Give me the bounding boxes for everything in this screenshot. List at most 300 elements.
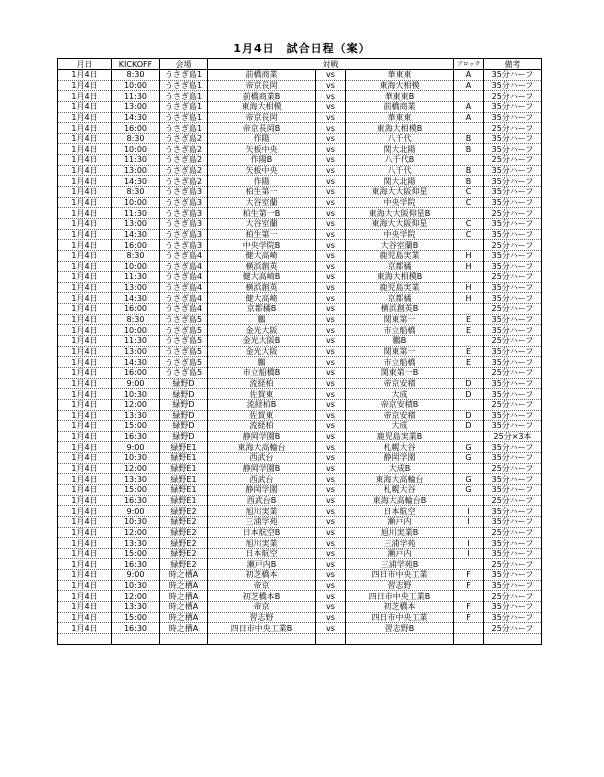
note-cell: 25分ハーフ (484, 495, 542, 506)
page-title: 1月4日 試合日程（案） (233, 42, 371, 55)
vs-cell: vs (316, 410, 346, 421)
date-cell: 1月4日 (58, 229, 112, 240)
table-body (58, 70, 542, 645)
block-cell (454, 431, 484, 442)
vs-cell: vs (316, 229, 346, 240)
home-team-cell: 鵬 (208, 314, 316, 325)
home-team-cell: 流経柏B (208, 399, 316, 410)
kickoff-cell (112, 633, 160, 644)
block-cell: I (454, 538, 484, 549)
away-team-cell: 四日市中央工業B (346, 591, 454, 602)
vs-cell: vs (316, 474, 346, 485)
block-cell: E (454, 346, 484, 357)
vs-cell: vs (316, 336, 346, 347)
vs-cell: vs (316, 272, 346, 283)
header-block: ブロック (454, 59, 484, 70)
table-row (58, 240, 542, 251)
vs-cell: vs (316, 484, 346, 495)
table-row (58, 378, 542, 389)
vs-cell: vs (316, 570, 346, 581)
away-team-cell: 中央学院 (346, 229, 454, 240)
vs-cell: vs (316, 123, 346, 134)
date-cell: 1月4日 (58, 389, 112, 400)
note-cell: 35分ハーフ (484, 378, 542, 389)
date-cell: 1月4日 (58, 527, 112, 538)
date-cell: 1月4日 (58, 410, 112, 421)
note-cell: 25分ハーフ (484, 559, 542, 570)
home-team-cell: 静岡学園B (208, 463, 316, 474)
vs-cell: vs (316, 346, 346, 357)
date-cell: 1月4日 (58, 559, 112, 570)
vs-cell: vs (316, 261, 346, 272)
kickoff-cell: 12:00 (112, 399, 160, 410)
table-row (58, 336, 542, 347)
note-cell: 25分ハーフ (484, 527, 542, 538)
away-team-cell: 市立船橋 (346, 325, 454, 336)
kickoff-cell: 13:00 (112, 282, 160, 293)
home-team-cell (208, 633, 316, 644)
away-team-cell: 日本航空 (346, 506, 454, 517)
venue-cell: 緑野D (160, 410, 208, 421)
kickoff-cell: 9:00 (112, 506, 160, 517)
home-team-cell: 健大高崎 (208, 250, 316, 261)
date-cell: 1月4日 (58, 240, 112, 251)
note-cell: 35分ハーフ (484, 389, 542, 400)
vs-cell: vs (316, 165, 346, 176)
date-cell: 1月4日 (58, 463, 112, 474)
table-row (58, 250, 542, 261)
block-cell: C (454, 197, 484, 208)
note-cell: 35分ハーフ (484, 314, 542, 325)
vs-cell: vs (316, 112, 346, 123)
venue-cell: うさぎ島5 (160, 346, 208, 357)
venue-cell: 緑野D (160, 399, 208, 410)
vs-cell: vs (316, 612, 346, 623)
vs-cell: vs (316, 240, 346, 251)
date-cell (58, 633, 112, 644)
block-cell: I (454, 548, 484, 559)
away-team-cell: 旭川実業B (346, 527, 454, 538)
kickoff-cell: 10:00 (112, 325, 160, 336)
date-cell: 1月4日 (58, 91, 112, 102)
home-team-cell: 金光大阪 (208, 325, 316, 336)
kickoff-cell: 16:30 (112, 623, 160, 634)
vs-cell: vs (316, 591, 346, 602)
venue-cell: うさぎ島5 (160, 367, 208, 378)
kickoff-cell: 12:00 (112, 591, 160, 602)
home-team-cell: 帝京 (208, 602, 316, 613)
vs-cell: vs (316, 506, 346, 517)
date-cell: 1月4日 (58, 165, 112, 176)
venue-cell: 緑野E1 (160, 474, 208, 485)
venue-cell: うさぎ島4 (160, 261, 208, 272)
away-team-cell: 中央学院 (346, 197, 454, 208)
away-team-cell: 前橋商業 (346, 101, 454, 112)
venue-cell: 緑野E2 (160, 527, 208, 538)
vs-cell: vs (316, 357, 346, 368)
kickoff-cell: 16:00 (112, 123, 160, 134)
note-cell: 25分ハーフ (484, 399, 542, 410)
note-cell (484, 633, 542, 644)
block-cell: F (454, 612, 484, 623)
venue-cell: 緑野E2 (160, 516, 208, 527)
table-row (58, 133, 542, 144)
kickoff-cell: 15:00 (112, 421, 160, 432)
note-cell: 25分ハーフ (484, 304, 542, 315)
block-cell: G (454, 484, 484, 495)
home-team-cell: 柏生第一 (208, 229, 316, 240)
table-row (58, 293, 542, 304)
venue-cell: 緑野E1 (160, 442, 208, 453)
kickoff-cell: 11:30 (112, 208, 160, 219)
kickoff-cell: 15:00 (112, 548, 160, 559)
away-team-cell: 八千代 (346, 133, 454, 144)
home-team-cell: 東海大高輪台 (208, 442, 316, 453)
home-team-cell: 初芝橋本 (208, 570, 316, 581)
table-row (58, 580, 542, 591)
kickoff-cell: 16:00 (112, 304, 160, 315)
kickoff-cell: 8:30 (112, 314, 160, 325)
away-team-cell: 関大北陽 (346, 144, 454, 155)
table-row (58, 304, 542, 315)
date-cell: 1月4日 (58, 453, 112, 464)
note-cell: 25分ハーフ (484, 91, 542, 102)
note-cell: 35分ハーフ (484, 144, 542, 155)
table-row (58, 218, 542, 229)
home-team-cell: 東海大相模 (208, 101, 316, 112)
venue-cell: うさぎ島1 (160, 123, 208, 134)
venue-cell: うさぎ島5 (160, 314, 208, 325)
venue-cell: うさぎ島3 (160, 208, 208, 219)
date-cell: 1月4日 (58, 261, 112, 272)
home-team-cell: 瀬戸内B (208, 559, 316, 570)
kickoff-cell: 14:30 (112, 229, 160, 240)
kickoff-cell: 16:00 (112, 367, 160, 378)
table-row (58, 612, 542, 623)
table-row (58, 623, 542, 634)
vs-cell: vs (316, 378, 346, 389)
away-team-cell: 大成 (346, 389, 454, 400)
table-header-row (58, 59, 542, 70)
block-cell: E (454, 314, 484, 325)
note-cell: 35分ハーフ (484, 548, 542, 559)
away-team-cell: 四日市中央工業 (346, 570, 454, 581)
table-row (58, 261, 542, 272)
home-team-cell: 帝京長岡 (208, 80, 316, 91)
venue-cell: うさぎ島3 (160, 187, 208, 198)
vs-cell: vs (316, 421, 346, 432)
away-team-cell: 静岡学園 (346, 453, 454, 464)
venue-cell: 緑野E2 (160, 548, 208, 559)
kickoff-cell: 13:30 (112, 410, 160, 421)
home-team-cell: 市立船橋B (208, 367, 316, 378)
kickoff-cell: 10:30 (112, 580, 160, 591)
home-team-cell: 横浜創英 (208, 282, 316, 293)
vs-cell: vs (316, 516, 346, 527)
block-cell: A (454, 80, 484, 91)
vs-cell: vs (316, 187, 346, 198)
block-cell (454, 399, 484, 410)
kickoff-cell: 10:30 (112, 516, 160, 527)
note-cell: 35分ハーフ (484, 133, 542, 144)
kickoff-cell: 14:30 (112, 112, 160, 123)
kickoff-cell: 16:30 (112, 431, 160, 442)
table-row (58, 314, 542, 325)
block-cell (454, 123, 484, 134)
block-cell: B (454, 165, 484, 176)
kickoff-cell: 10:00 (112, 197, 160, 208)
venue-cell: 時之栖A (160, 602, 208, 613)
kickoff-cell: 9:00 (112, 570, 160, 581)
block-cell (454, 367, 484, 378)
kickoff-cell: 14:30 (112, 293, 160, 304)
venue-cell: うさぎ島3 (160, 229, 208, 240)
kickoff-cell: 13:30 (112, 602, 160, 613)
venue-cell: うさぎ島3 (160, 240, 208, 251)
note-cell: 25分ハーフ (484, 591, 542, 602)
block-cell: G (454, 453, 484, 464)
table-row (58, 410, 542, 421)
kickoff-cell: 11:30 (112, 272, 160, 283)
note-cell: 35分ハーフ (484, 357, 542, 368)
venue-cell: うさぎ島4 (160, 282, 208, 293)
kickoff-cell: 8:30 (112, 70, 160, 81)
kickoff-cell: 16:30 (112, 559, 160, 570)
home-team-cell: 柏生第一B (208, 208, 316, 219)
note-cell: 35分ハーフ (484, 346, 542, 357)
table-row (58, 570, 542, 581)
date-cell: 1月4日 (58, 336, 112, 347)
away-team-cell: 東海大大阪仰星 (346, 187, 454, 198)
block-cell (454, 495, 484, 506)
venue-cell: 緑野D (160, 378, 208, 389)
note-cell: 35分ハーフ (484, 570, 542, 581)
venue-cell: うさぎ島5 (160, 336, 208, 347)
block-cell (454, 527, 484, 538)
table-row (58, 272, 542, 283)
block-cell: F (454, 602, 484, 613)
note-cell: 35分ハーフ (484, 165, 542, 176)
table-row (58, 144, 542, 155)
date-cell: 1月4日 (58, 474, 112, 485)
venue-cell: 緑野D (160, 389, 208, 400)
home-team-cell: 西武台 (208, 474, 316, 485)
note-cell: 35分ハーフ (484, 197, 542, 208)
block-cell: H (454, 261, 484, 272)
vs-cell: vs (316, 602, 346, 613)
kickoff-cell: 12:00 (112, 463, 160, 474)
date-cell: 1月4日 (58, 101, 112, 112)
note-cell: 25分×3本 (484, 431, 542, 442)
note-cell: 35分ハーフ (484, 187, 542, 198)
date-cell: 1月4日 (58, 272, 112, 283)
kickoff-cell: 16:00 (112, 240, 160, 251)
kickoff-cell: 12:00 (112, 527, 160, 538)
home-team-cell: 作陽B (208, 155, 316, 166)
home-team-cell: 日本航空B (208, 527, 316, 538)
kickoff-cell: 14:30 (112, 357, 160, 368)
block-cell: D (454, 389, 484, 400)
block-cell (454, 559, 484, 570)
date-cell: 1月4日 (58, 80, 112, 91)
away-team-cell: 関東第一B (346, 367, 454, 378)
table-row (58, 633, 542, 644)
venue-cell: 緑野E2 (160, 538, 208, 549)
venue-cell: うさぎ島4 (160, 272, 208, 283)
note-cell: 35分ハーフ (484, 112, 542, 123)
table-row (58, 208, 542, 219)
home-team-cell: 鵬 (208, 357, 316, 368)
note-cell: 35分ハーフ (484, 70, 542, 81)
date-cell: 1月4日 (58, 304, 112, 315)
date-cell: 1月4日 (58, 570, 112, 581)
kickoff-cell: 8:30 (112, 250, 160, 261)
venue-cell: うさぎ島4 (160, 250, 208, 261)
note-cell: 35分ハーフ (484, 218, 542, 229)
home-team-cell: 矢板中央 (208, 165, 316, 176)
block-cell (454, 208, 484, 219)
note-cell: 35分ハーフ (484, 602, 542, 613)
block-cell: G (454, 474, 484, 485)
note-cell: 35分ハーフ (484, 421, 542, 432)
away-team-cell: 習志野 (346, 580, 454, 591)
venue-cell: うさぎ島2 (160, 165, 208, 176)
note-cell: 25分ハーフ (484, 367, 542, 378)
table-row (58, 112, 542, 123)
table-row (58, 453, 542, 464)
date-cell: 1月4日 (58, 282, 112, 293)
table-row (58, 463, 542, 474)
venue-cell: うさぎ島2 (160, 176, 208, 187)
away-team-cell: 札幌大谷 (346, 442, 454, 453)
home-team-cell: 前橋商業B (208, 91, 316, 102)
block-cell: C (454, 229, 484, 240)
vs-cell: vs (316, 559, 346, 570)
block-cell: I (454, 516, 484, 527)
home-team-cell: 健大高崎 (208, 293, 316, 304)
date-cell: 1月4日 (58, 484, 112, 495)
date-cell: 1月4日 (58, 367, 112, 378)
home-team-cell: 初芝橋本B (208, 591, 316, 602)
away-team-cell: 習志野B (346, 623, 454, 634)
date-cell: 1月4日 (58, 112, 112, 123)
home-team-cell: 健大高崎B (208, 272, 316, 283)
block-cell (454, 240, 484, 251)
vs-cell: vs (316, 431, 346, 442)
away-team-cell: 帝京安積 (346, 378, 454, 389)
home-team-cell: 作陽 (208, 176, 316, 187)
block-cell: A (454, 101, 484, 112)
venue-cell: うさぎ島2 (160, 133, 208, 144)
home-team-cell: 大谷室蘭 (208, 218, 316, 229)
note-cell: 25分ハーフ (484, 208, 542, 219)
block-cell: B (454, 144, 484, 155)
date-cell: 1月4日 (58, 516, 112, 527)
date-cell: 1月4日 (58, 357, 112, 368)
venue-cell: うさぎ島1 (160, 91, 208, 102)
away-team-cell: 大谷室蘭B (346, 240, 454, 251)
vs-cell: vs (316, 304, 346, 315)
home-team-cell: 佐賀東 (208, 410, 316, 421)
vs-cell: vs (316, 389, 346, 400)
away-team-cell: 東海大大阪仰星B (346, 208, 454, 219)
kickoff-cell: 10:00 (112, 80, 160, 91)
note-cell: 35分ハーフ (484, 442, 542, 453)
venue-cell: うさぎ島2 (160, 144, 208, 155)
away-team-cell: 帝京安積B (346, 399, 454, 410)
date-cell: 1月4日 (58, 155, 112, 166)
away-team-cell: 札幌大谷 (346, 484, 454, 495)
note-cell: 35分ハーフ (484, 484, 542, 495)
table-row (58, 548, 542, 559)
vs-cell: vs (316, 80, 346, 91)
kickoff-cell: 10:30 (112, 453, 160, 464)
home-team-cell: 金光大阪 (208, 346, 316, 357)
home-team-cell: 大谷室蘭 (208, 197, 316, 208)
vs-cell: vs (316, 144, 346, 155)
table-row (58, 187, 542, 198)
venue-cell: 緑野E2 (160, 559, 208, 570)
venue-cell: うさぎ島2 (160, 155, 208, 166)
block-cell: E (454, 325, 484, 336)
vs-cell: vs (316, 101, 346, 112)
vs-cell: vs (316, 197, 346, 208)
away-team-cell: 華東東 (346, 112, 454, 123)
kickoff-cell: 10:00 (112, 261, 160, 272)
vs-cell: vs (316, 580, 346, 591)
note-cell: 35分ハーフ (484, 250, 542, 261)
away-team-cell: 瀬戸内 (346, 548, 454, 559)
date-cell: 1月4日 (58, 399, 112, 410)
kickoff-cell: 15:00 (112, 484, 160, 495)
table-row (58, 516, 542, 527)
date-cell: 1月4日 (58, 70, 112, 81)
date-cell: 1月4日 (58, 431, 112, 442)
note-cell: 35分ハーフ (484, 282, 542, 293)
table-row (58, 442, 542, 453)
home-team-cell: 旭川実業 (208, 538, 316, 549)
vs-cell: vs (316, 463, 346, 474)
venue-cell: 時之栖A (160, 570, 208, 581)
table-row (58, 389, 542, 400)
venue-cell: 緑野D (160, 431, 208, 442)
note-cell: 35分ハーフ (484, 516, 542, 527)
kickoff-cell: 13:00 (112, 165, 160, 176)
block-cell: D (454, 410, 484, 421)
away-team-cell (346, 633, 454, 644)
table-row (58, 367, 542, 378)
home-team-cell: 流経柏 (208, 378, 316, 389)
home-team-cell: 三浦学苑 (208, 516, 316, 527)
vs-cell: vs (316, 133, 346, 144)
note-cell: 25分ハーフ (484, 463, 542, 474)
venue-cell (160, 633, 208, 644)
venue-cell: うさぎ島4 (160, 304, 208, 315)
date-cell: 1月4日 (58, 591, 112, 602)
home-team-cell: 横浜創英 (208, 261, 316, 272)
vs-cell: vs (316, 282, 346, 293)
vs-cell: vs (316, 70, 346, 81)
note-cell: 35分ハーフ (484, 261, 542, 272)
date-cell: 1月4日 (58, 602, 112, 613)
note-cell: 35分ハーフ (484, 506, 542, 517)
table-row (58, 538, 542, 549)
date-cell: 1月4日 (58, 197, 112, 208)
vs-cell: vs (316, 527, 346, 538)
away-team-cell: 京都橘 (346, 261, 454, 272)
block-cell: D (454, 378, 484, 389)
venue-cell: 緑野E1 (160, 495, 208, 506)
